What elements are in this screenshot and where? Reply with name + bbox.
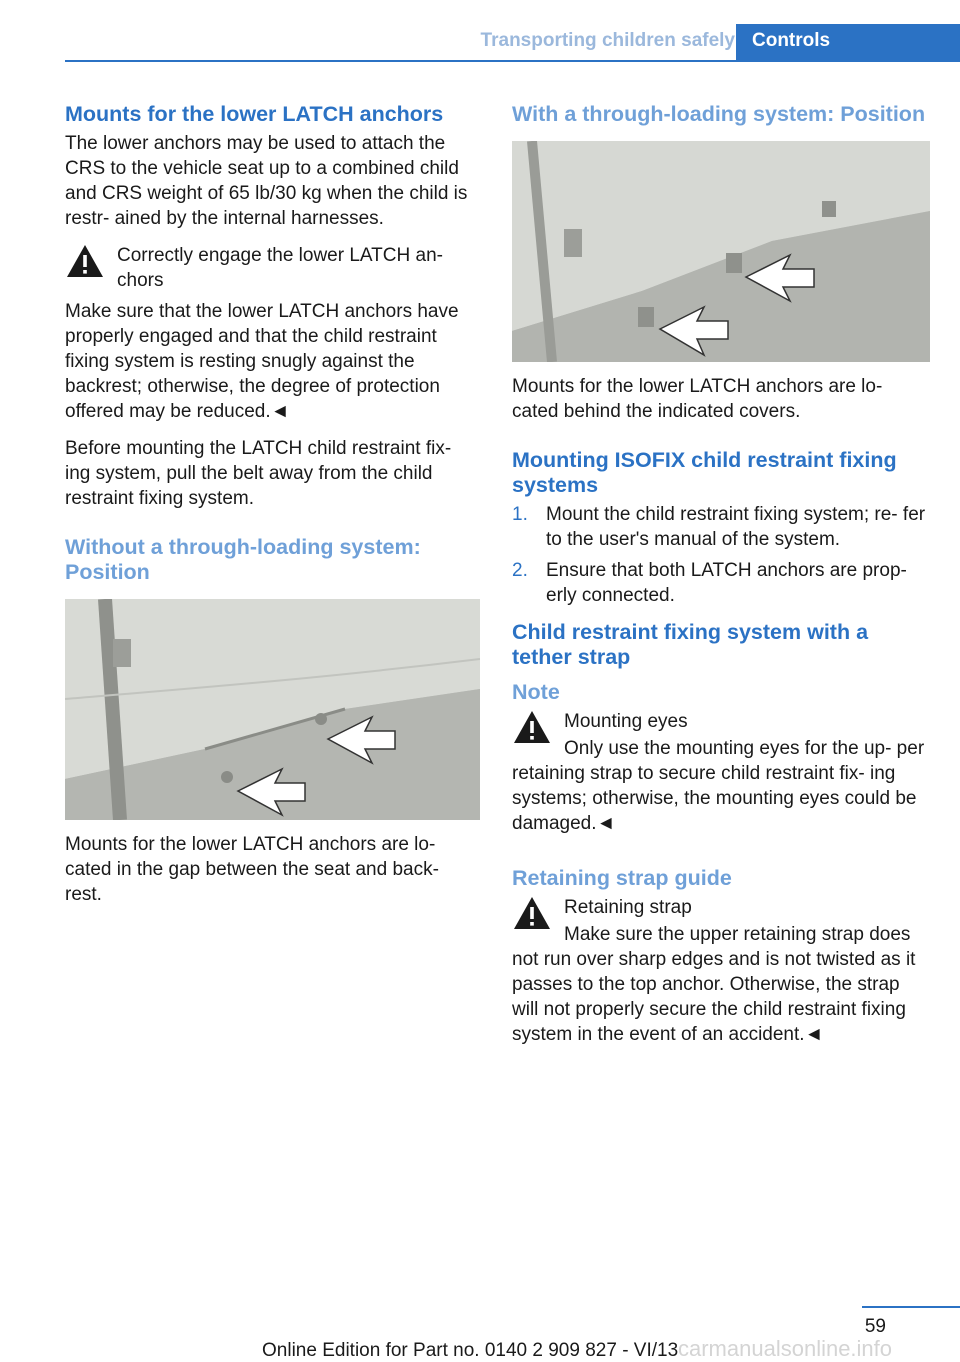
- heading-note: Note: [512, 680, 560, 704]
- warning-body: Make sure that the lower LATCH anchors have properly engaged and that the child restraint fixing system is resting snugly against the backrest; otherwise, the degree of protection offered may be reduced.◄: [65, 301, 459, 422]
- warning-mounting-eyes: [512, 709, 930, 734]
- step-number: 1.: [512, 504, 528, 525]
- text-before-mounting: Before mounting the LATCH child restraint fix- ing system, pull the belt away from the child restraint fixing system.: [65, 438, 452, 509]
- footer-rule: [862, 1306, 960, 1308]
- warning-body: Make sure the upper retaining strap does not run over sharp edges and is not twisted as it passes to the top anchor. Otherwise, the strap will not properly secure the child restraint fixing system in the event of an accident.◄: [512, 924, 916, 1045]
- heading-without-through-loading: Without a through-loading system: Position: [65, 535, 421, 584]
- page-number: 59: [864, 1316, 886, 1337]
- warning-latch-engage: [65, 243, 480, 293]
- caption-with-through-loading: Mounts for the lower LATCH anchors are lo- cated behind the indicated covers.: [512, 376, 883, 422]
- left-column: [65, 102, 480, 919]
- right-column: [512, 102, 930, 1059]
- header-rule: [65, 60, 960, 62]
- warning-title: Retaining strap: [564, 897, 692, 918]
- warning-title: Correctly engage the lower LATCH an- chors: [117, 245, 443, 291]
- edition-text: Online Edition for Part no. 0140 2 909 827 - VI/13: [262, 1340, 679, 1361]
- seat-covers-photo: [512, 141, 930, 362]
- list-item: [512, 502, 930, 552]
- text-lower-mounts: The lower anchors may be used to attach the CRS to the vehicle seat up to a combined child and CRS weight of 65 lb/30 kg when the child is restr- ained by the internal harnesses.: [65, 133, 468, 229]
- heading-mounting-isofix: Mounting ISOFIX child restraint fixing systems: [512, 448, 897, 497]
- seat-gap-photo: [65, 599, 480, 820]
- page-header: [65, 24, 960, 62]
- list-item: [512, 558, 930, 608]
- heading-lower-mounts: Mounts for the lower LATCH anchors: [65, 102, 444, 126]
- watermark: carmanualsonline.info: [678, 1336, 893, 1361]
- step-text: Mount the child restraint fixing system; re- fer to the user's manual of the system.: [546, 504, 926, 550]
- isofix-steps: [512, 502, 930, 608]
- caption-without-through-loading: Mounts for the lower LATCH anchors are lo- cated in the gap between the seat and back- rest.: [65, 834, 439, 905]
- step-text: Ensure that both LATCH anchors are prop- erly connected.: [546, 560, 907, 606]
- warning-triangle-icon: [512, 895, 552, 931]
- warning-retaining-strap: [512, 895, 930, 920]
- step-number: 2.: [512, 560, 528, 581]
- warning-title: Mounting eyes: [564, 711, 688, 732]
- warning-body: Only use the mounting eyes for the up- per retaining strap to secure child restraint fix- ing systems; otherwise, the mounting eyes could be damaged.◄: [512, 738, 925, 834]
- heading-retaining-strap-guide: Retaining strap guide: [512, 866, 732, 890]
- header-chapter-tab: Controls: [736, 24, 960, 62]
- warning-triangle-icon: [65, 243, 105, 279]
- heading-with-through-loading: With a through-loading system: Position: [512, 102, 926, 126]
- warning-triangle-icon: [512, 709, 552, 745]
- header-section-title: Transporting children safely: [480, 30, 735, 51]
- heading-tether-strap: Child restraint fixing system with a tether strap: [512, 620, 869, 669]
